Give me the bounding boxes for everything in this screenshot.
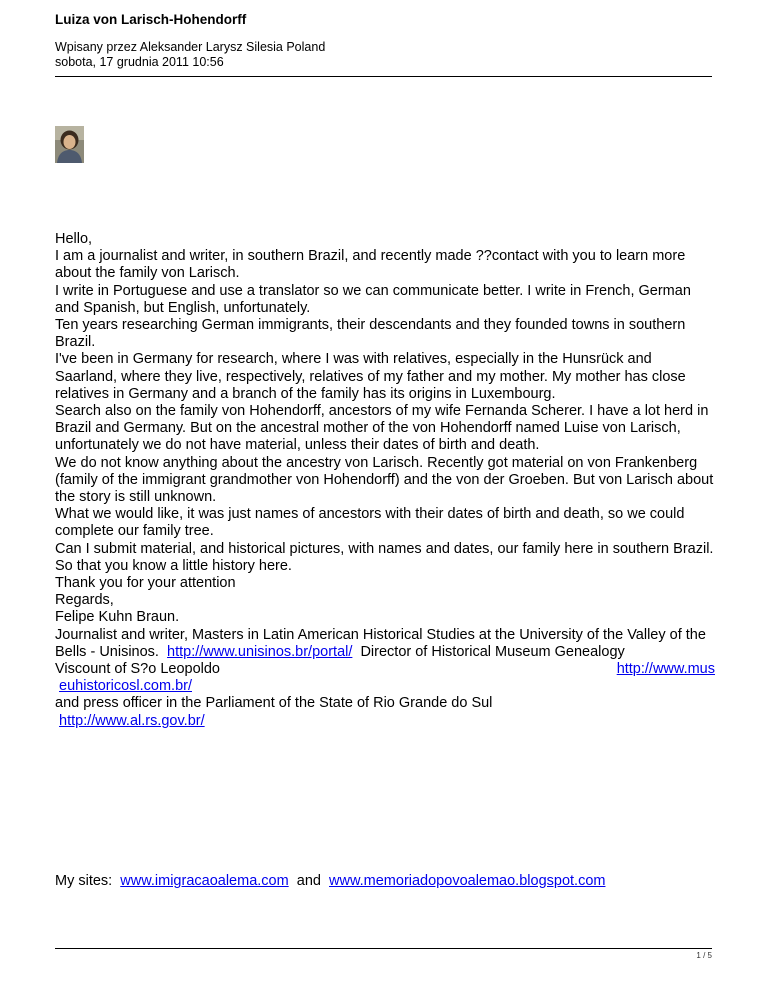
- sites-and: and: [296, 873, 321, 889]
- museum-link-line: [55, 678, 715, 695]
- letter-line: I write in Portuguese and use a translator so we can communicate better. I write in French, German and Spanish, but English, unfortunately.: [55, 282, 691, 316]
- site-link-imigracao[interactable]: www.imigracaoalema.com: [120, 873, 289, 889]
- sites-line: [55, 873, 605, 890]
- museum-link-part1[interactable]: http://www.mus: [616, 661, 715, 678]
- parliament-link-line: [55, 713, 715, 730]
- museum-link-part2[interactable]: euhistoricosl.com.br/: [59, 678, 192, 695]
- author-photo-icon: [55, 126, 84, 163]
- article-header: [55, 12, 713, 70]
- museum-text: Director of Historical Museum Genealogy: [360, 643, 625, 660]
- footer-divider: [55, 948, 712, 949]
- letter-line: Search also on the family von Hohendorff, ancestors of my wife Fernanda Scherer. I have a lot herd in Brazil and Germany. But on the ancestral mother of the von Hohendorff named Luise von Larisch, unfortunately we do not have material, unless their dates of birth and death.: [55, 403, 709, 454]
- letter-line: Thank you for your attention: [55, 575, 236, 592]
- letter-line: Can I submit material, and historical pictures, with names and dates, our family here in southern Brazil. So that you know a little history here.: [55, 540, 714, 574]
- viscount-text: Viscount of S?o Leopoldo: [55, 661, 221, 678]
- viscount-row: [55, 661, 715, 678]
- parliament-link[interactable]: http://www.al.rs.gov.br/: [59, 712, 205, 729]
- letter-line: Regards,: [55, 592, 114, 609]
- bio-text: Journalist and writer, Masters in Latin American Historical Studies at the University of the Valley of the Bells - Unisinos.: [55, 626, 706, 660]
- letter-line: Hello,: [55, 231, 93, 247]
- article-byline: Wpisany przez Aleksander Larysz Silesia Poland: [55, 40, 326, 54]
- letter-body: [55, 231, 715, 730]
- article-title: Luiza von Larisch-Hohendorff: [55, 12, 247, 27]
- site-link-memoria[interactable]: www.memoriadopovoalemao.blogspot.com: [329, 873, 606, 889]
- letter-line: We do not know anything about the ancestry von Larisch. Recently got material on von Frankenberg (family of the immigrant grandmother von Hohendorff) and the von der Groeben. But von Larisch about the story is still unknown.: [55, 454, 714, 506]
- bio-paragraph: [55, 627, 715, 661]
- article-date: sobota, 17 grudnia 2011 10:56: [55, 55, 224, 69]
- letter-line: I am a journalist and writer, in southern Brazil, and recently made ??contact with you to learn more about the family von Larisch.: [55, 248, 686, 282]
- sites-label: My sites:: [55, 873, 113, 889]
- letter-line: What we would like, it was just names of ancestors with their dates of birth and death, so we could complete our family tree.: [55, 506, 685, 540]
- letter-line: I've been in Germany for research, where I was with relatives, especially in the Hunsrück and Saarland, where they live, respectively, relatives of my father and my mother. My mother has close relatives in Germany and a branch of the family has its origins in Luxembourg.: [55, 351, 686, 402]
- letter-line: Ten years researching German immigrants, their descendants and they founded towns in southern Brazil.: [55, 317, 686, 351]
- press-line: and press officer in the Parliament of the State of Rio Grande do Sul: [55, 695, 493, 712]
- header-divider: [55, 76, 712, 77]
- unisinos-link[interactable]: http://www.unisinos.br/portal/: [167, 643, 353, 660]
- page-number: 1 / 5: [696, 951, 712, 960]
- article-meta: [55, 40, 713, 70]
- letter-line: Felipe Kuhn Braun.: [55, 609, 180, 626]
